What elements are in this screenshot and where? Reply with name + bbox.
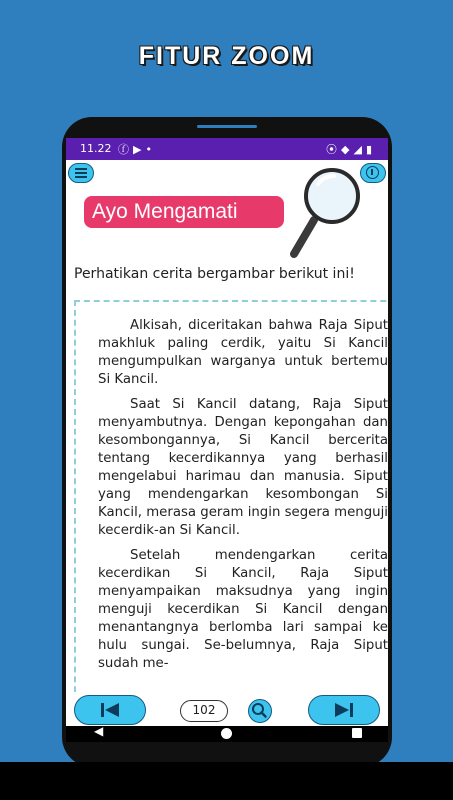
youtube-icon: ▶ bbox=[133, 143, 146, 156]
phone-screen bbox=[66, 138, 388, 742]
story-text bbox=[98, 317, 388, 680]
promo-title: FITUR ZOOM bbox=[138, 42, 315, 70]
wifi-icon: ◆ bbox=[341, 143, 354, 156]
location-icon: ⦿ bbox=[326, 143, 341, 156]
menu-button[interactable] bbox=[68, 163, 94, 183]
skip-previous-icon bbox=[99, 701, 121, 719]
previous-page-button[interactable] bbox=[74, 695, 146, 725]
search-button[interactable] bbox=[248, 699, 272, 723]
story-paragraph: Setelah mendengarkan cerita kecerdikan Si Kancil, Raja Siput menyampaikan maksudnya yang ingin menguji kecerdikan Si Kancil dengan menantangnya berlomba lari sampai ke hulu sungai. Se-belumnya, Raja Siput sudah me- bbox=[98, 548, 388, 671]
skip-next-icon bbox=[333, 701, 355, 719]
search-icon bbox=[249, 700, 270, 721]
page-number-indicator[interactable]: 102 bbox=[180, 700, 228, 722]
dot-icon: • bbox=[145, 143, 156, 156]
book-page[interactable] bbox=[66, 160, 388, 692]
story-paragraph: Alkisah, diceritakan bahwa Raja Siput makhluk paling cerdik, yaitu Si Kancil mengumpulkan warganya untuk bertemu Si Kancil. bbox=[98, 318, 388, 387]
hamburger-icon bbox=[75, 168, 87, 170]
phone-frame bbox=[62, 117, 392, 767]
battery-icon: ▮ bbox=[365, 143, 376, 156]
reader-nav-bar bbox=[66, 692, 388, 726]
story-paragraph: Saat Si Kancil datang, Raja Siput menyambutnya. Dengan kepongahan dan kesombongannya, Si Kancil bercerita tentang kecerdikannya yang berhasil mengelabui harimau dan manusia. Siput yang mendengarkan kesombongan Si Kancil, merasa geram ingin segera menguji kecerdik-an Si Kancil. bbox=[98, 397, 388, 538]
recent-apps-icon[interactable] bbox=[352, 728, 362, 738]
phone-speaker bbox=[197, 125, 257, 128]
intro-text: Perhatikan cerita bergambar berikut ini! bbox=[74, 266, 355, 282]
signal-icon: ◢ bbox=[353, 143, 366, 156]
section-heading: Ayo Mengamati bbox=[84, 196, 284, 228]
status-notification-icons bbox=[118, 141, 156, 157]
status-system-icons bbox=[326, 141, 376, 157]
home-icon[interactable] bbox=[221, 728, 232, 739]
bottom-black-bar bbox=[0, 762, 453, 800]
android-nav-bar bbox=[66, 726, 388, 742]
facebook-icon: ⓕ bbox=[118, 143, 133, 156]
info-icon bbox=[366, 166, 379, 179]
status-bar bbox=[66, 138, 388, 160]
status-time: 11.22 bbox=[80, 142, 112, 155]
back-icon[interactable]: ◀ bbox=[94, 724, 104, 738]
magnifier-icon bbox=[286, 162, 366, 262]
next-page-button[interactable] bbox=[308, 695, 380, 725]
